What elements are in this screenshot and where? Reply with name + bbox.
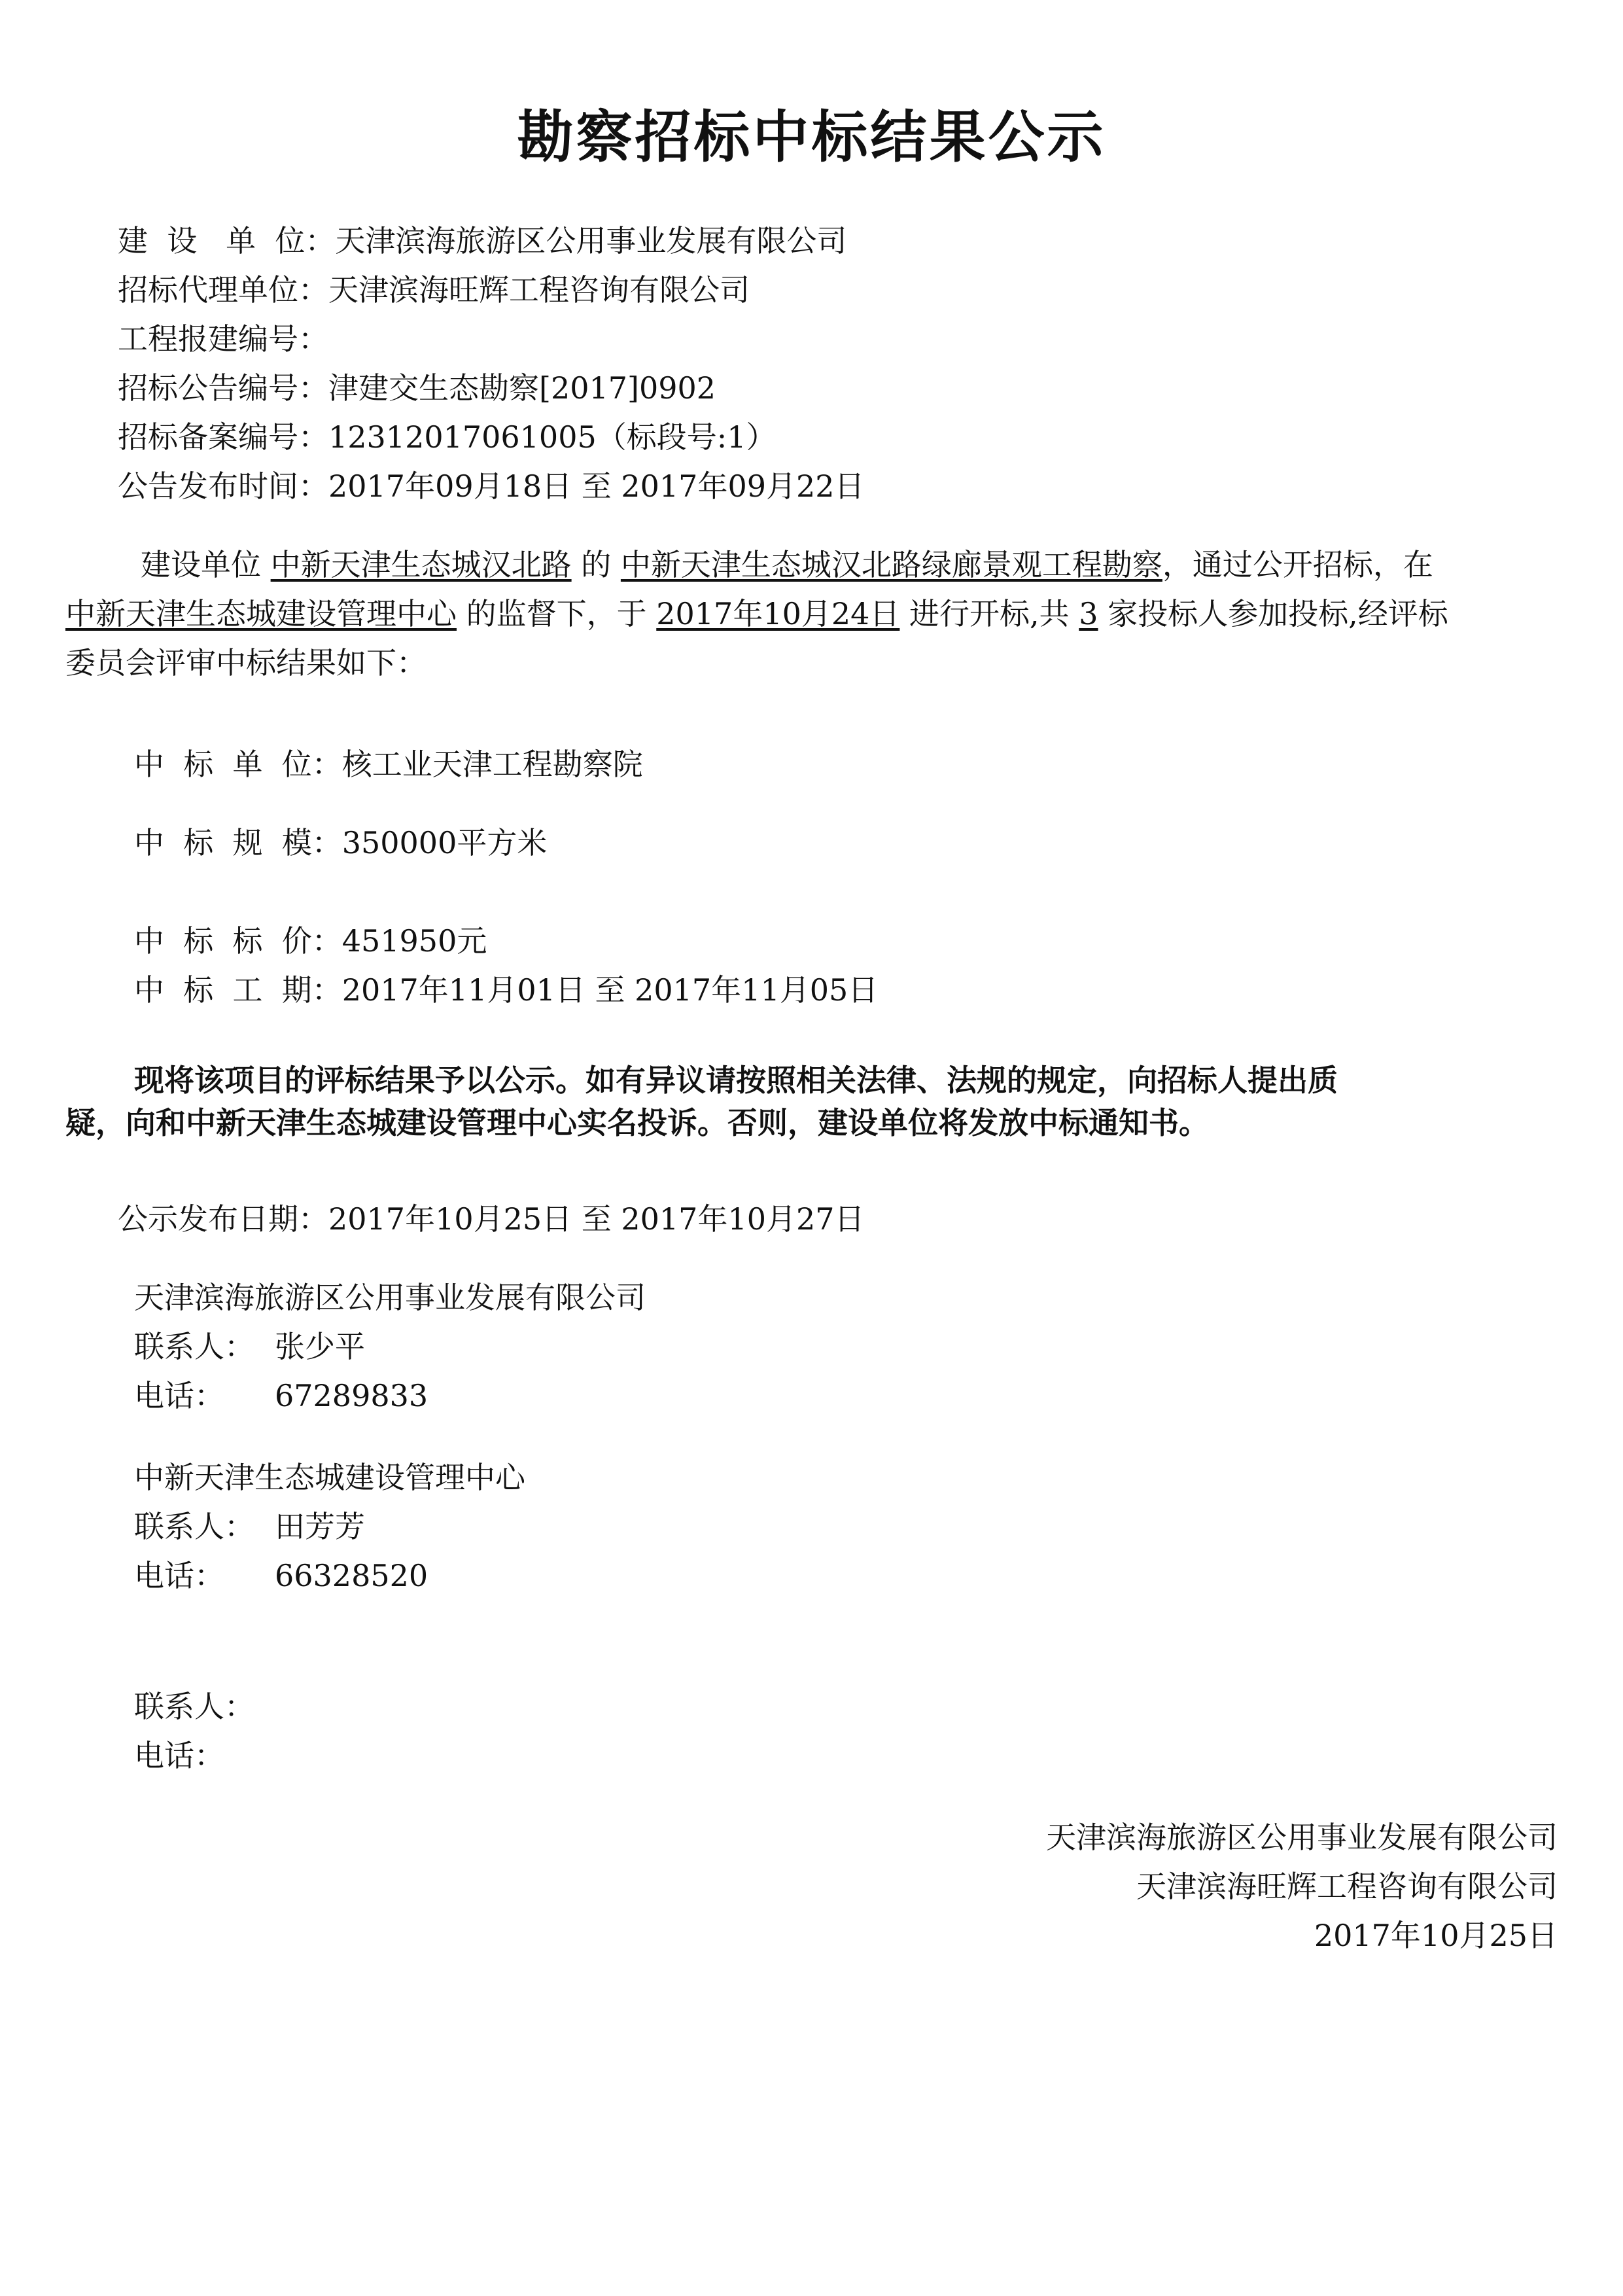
paragraph-text: 家投标人参加投标,经评标 xyxy=(1098,596,1448,631)
notice-line-1: 现将该项目的评标结果予以公示。如有异议请按照相关法律、法规的规定，向招标人提出质 xyxy=(134,1063,1338,1098)
contact-org: 中新天津生态城建设管理中心 xyxy=(134,1460,525,1495)
paragraph-text: 的 xyxy=(571,547,621,582)
signature-date: 2017年10月25日 xyxy=(1314,1918,1558,1953)
result-winner xyxy=(134,746,643,783)
notice-line-2: 疑，向和中新天津生态城建设管理中心实名投诉。否则，建设单位将发放中标通知书。 xyxy=(65,1105,1209,1140)
signature-org-1: 天津滨海旅游区公用事业发展有限公司 xyxy=(1046,1820,1558,1855)
supervisor-name: 中新天津生态城建设管理中心 xyxy=(65,596,457,631)
contact-person-label: 联系人： xyxy=(134,1509,254,1544)
info-row-agent xyxy=(118,272,750,308)
extra-contact-person: 联系人： xyxy=(134,1689,254,1724)
info-value: 津建交生态勘察[2017]0902 xyxy=(328,370,716,406)
open-date: 2017年10月24日 xyxy=(656,596,900,631)
contact-person: 田芳芳 xyxy=(275,1509,365,1544)
signature-org-2: 天津滨海旺辉工程咨询有限公司 xyxy=(1136,1869,1558,1904)
paragraph-text: 的监督下，于 xyxy=(457,596,657,631)
info-label: 工程报建编号： xyxy=(118,321,328,357)
contact-phone: 67289833 xyxy=(275,1378,428,1413)
contact-phone-row xyxy=(134,1377,428,1414)
result-value: 451950元 xyxy=(341,923,487,959)
publish-date xyxy=(118,1201,865,1237)
info-value: 2017年09月18日 至 2017年09月22日 xyxy=(328,468,865,504)
bidder-count: 3 xyxy=(1079,596,1098,631)
publish-label: 公示发布日期： xyxy=(118,1201,328,1237)
publish-value: 2017年10月25日 至 2017年10月27日 xyxy=(328,1201,865,1237)
info-label: 招标公告编号： xyxy=(118,370,328,406)
info-value: 天津滨海旺辉工程咨询有限公司 xyxy=(328,272,750,308)
page-title: 勘察招标中标结果公示 xyxy=(517,105,1106,170)
info-row-report-number xyxy=(118,321,328,357)
paragraph-text: ，通过公开招标，在 xyxy=(1162,547,1433,582)
info-row-announcement-number xyxy=(118,370,716,406)
info-label: 建 设 单 位： xyxy=(118,223,336,258)
info-label: 公告发布时间： xyxy=(118,468,328,504)
contact-person-row xyxy=(134,1328,365,1365)
paragraph-text: 建设单位 xyxy=(141,547,271,582)
contact-phone-label: 电话： xyxy=(134,1378,224,1413)
contact-phone: 66328520 xyxy=(275,1558,428,1593)
paragraph-text: 委员会评审中标结果如下： xyxy=(65,645,427,680)
contact-phone-row xyxy=(134,1557,428,1594)
result-scale xyxy=(134,824,547,861)
contact-person: 张少平 xyxy=(275,1329,365,1364)
result-value: 核工业天津工程勘察院 xyxy=(341,747,643,782)
result-label: 中 标 单 位： xyxy=(134,747,342,782)
project-name: 中新天津生态城汉北路绿廊景观工程勘察 xyxy=(620,547,1162,582)
info-label: 招标代理单位： xyxy=(118,272,328,308)
paragraph-line-1 xyxy=(141,546,1433,583)
info-value: 12312017061005（标段号:1） xyxy=(328,419,777,455)
paragraph-line-3 xyxy=(65,645,427,681)
result-label: 中 标 工 期： xyxy=(134,972,342,1008)
paragraph-text: 进行开标,共 xyxy=(899,596,1079,631)
paragraph-line-2 xyxy=(65,595,1448,632)
result-label: 中 标 标 价： xyxy=(134,923,342,959)
contact-person-label: 联系人： xyxy=(134,1329,254,1364)
result-price xyxy=(134,923,487,959)
extra-contact-phone: 电话： xyxy=(134,1738,224,1773)
contact-phone-label: 电话： xyxy=(134,1558,224,1593)
info-row-publish-time xyxy=(118,468,865,504)
info-label: 招标备案编号： xyxy=(118,419,328,455)
info-row-builder xyxy=(118,222,846,259)
builder-name: 中新天津生态城汉北路 xyxy=(270,547,572,582)
result-value: 2017年11月01日 至 2017年11月05日 xyxy=(341,972,879,1008)
result-value: 350000平方米 xyxy=(341,825,548,860)
result-period xyxy=(134,972,878,1008)
contact-org: 天津滨海旅游区公用事业发展有限公司 xyxy=(134,1280,646,1315)
info-value: 天津滨海旅游区公用事业发展有限公司 xyxy=(335,223,847,258)
info-row-filing-number xyxy=(118,419,777,455)
contact-person-row xyxy=(134,1508,365,1545)
result-label: 中 标 规 模： xyxy=(134,825,342,860)
